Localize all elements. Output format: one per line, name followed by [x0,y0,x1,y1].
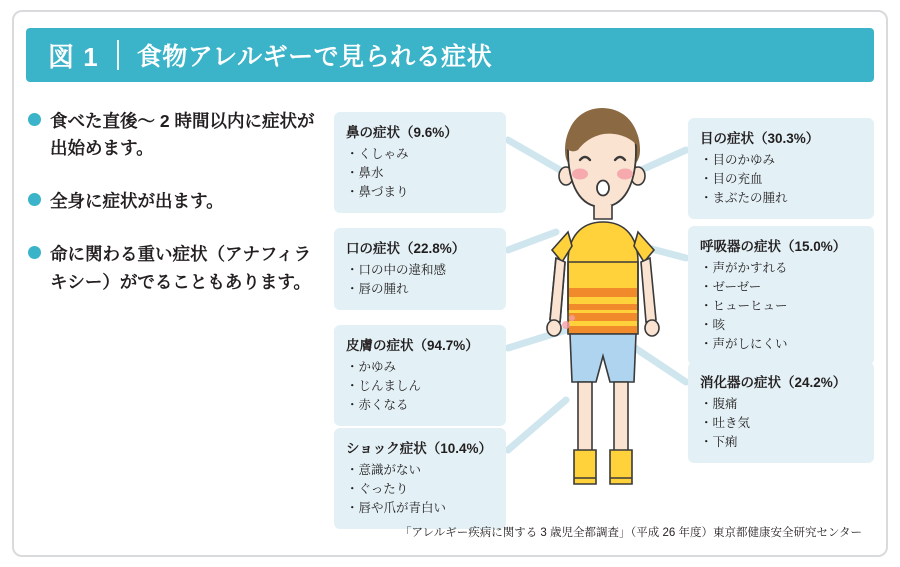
list-item: ・ 意識がない [346,461,494,480]
callout-eye [688,118,874,219]
callout-mouth [334,228,506,310]
list-item: ・ かゆみ [346,358,494,377]
callout-symptom-list [346,461,494,518]
list-item: ・ 唇の腫れ [346,280,494,299]
list-item: ・ 咳 [700,316,862,335]
list-item: ・ 目のかゆみ [700,151,862,170]
list-item: ・ ゼーゼー [700,278,862,297]
bullet-dot-icon [28,113,41,126]
list-item: ・ 声がしにくい [700,335,862,354]
list-item [28,241,318,295]
callout-title: 消化器の症状（24.2%） [700,375,847,390]
callout-shock [334,428,506,529]
list-item: ・ 下痢 [700,433,862,452]
callout-title: 鼻の症状（9.6%） [346,125,458,140]
callout-title: ショック症状（10.4%） [346,441,493,456]
callout-skin [334,325,506,426]
callout-symptom-list [346,261,494,299]
bullet-text: 食べた直後〜 2 時間以内に症状が出始めます。 [50,111,315,159]
list-item: ・ 目の充血 [700,170,862,189]
callout-title: 皮膚の症状（94.7%） [346,338,479,353]
list-item: ・ ヒューヒュー [700,297,862,316]
callout-digestive [688,362,874,463]
callout-symptom-list [346,145,494,202]
list-item: ・ まぶたの腫れ [700,189,862,208]
figure-number: 図 1 [48,41,99,72]
callout-symptom-list [700,395,862,452]
title-divider [117,40,119,70]
list-item: ・ 腹痛 [700,395,862,414]
callout-title: 目の症状（30.3%） [700,131,820,146]
list-item: ・ 声がかすれる [700,259,862,278]
callout-symptom-list [346,358,494,415]
bullet-text: 全身に症状が出ます。 [50,191,224,212]
list-item [28,188,318,215]
callout-title: 呼吸器の症状（15.0%） [700,239,847,254]
callout-title: 口の症状（22.8%） [346,241,466,256]
callout-respiratory [688,226,874,365]
page-title: 食物アレルギーで見られる症状 [136,43,493,71]
list-item: ・ 鼻水 [346,164,494,183]
list-item: ・ 赤くなる [346,396,494,415]
list-item: ・ じんましん [346,377,494,396]
bullet-list [28,108,318,322]
source-note: 「アレルギー疾病に関する 3 歳児全都調査」（平成 26 年度）東京都健康安全研究センター [399,527,862,539]
callout-symptom-list [700,259,862,354]
bullet-dot-icon [28,193,41,206]
figure-title-bar [26,28,874,82]
list-item [28,108,318,162]
list-item: ・ 口の中の違和感 [346,261,494,280]
list-item: ・ くしゃみ [346,145,494,164]
list-item: ・ 吐き気 [700,414,862,433]
list-item: ・ 唇や爪が青白い [346,499,494,518]
list-item: ・ ぐったり [346,480,494,499]
bullet-text: 命に関わる重い症状（アナフィラキシー）がでることもあります。 [50,244,312,292]
callout-symptom-list [700,151,862,208]
bullet-dot-icon [28,246,41,259]
list-item: ・ 鼻づまり [346,183,494,202]
callout-nose [334,112,506,213]
